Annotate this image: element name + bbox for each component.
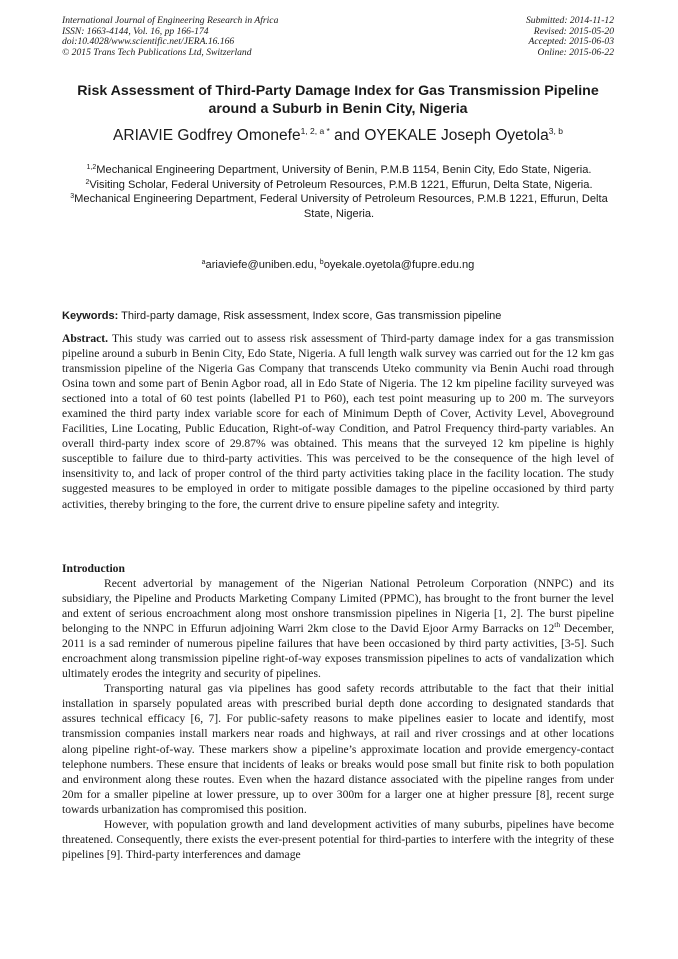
introduction-heading: Introduction xyxy=(62,562,125,575)
email-a-mark: a xyxy=(201,259,206,266)
keywords-label: Keywords: xyxy=(62,310,119,322)
keywords-text: Third-party damage, Risk assessment, Index score, Gas transmission pipeline xyxy=(118,310,502,322)
date-accepted: Accepted: 2015-06-03 xyxy=(528,36,614,48)
introduction-body xyxy=(62,576,614,862)
affiliation-1-mark: 1,2 xyxy=(86,164,97,171)
journal-issn: ISSN: 1663-4144, Vol. 16, pp 166-174 xyxy=(62,25,209,37)
email-a[interactable]: ariaviefe@uniben.edu, xyxy=(205,259,320,271)
affiliation-2 xyxy=(70,178,608,193)
author-1-affiliation: 1, 2, a * xyxy=(300,126,330,136)
affiliation-1-text: Mechanical Engineering Department, University of Benin, P.M.B 1154, Benin City, Edo State, Nigeria. xyxy=(96,164,592,176)
abstract xyxy=(62,331,614,512)
author-2-affiliation: 3, b xyxy=(548,126,563,136)
keywords xyxy=(62,309,618,323)
intro-paragraph-2: Transporting natural gas via pipelines has good safety records attributable to the fact that their initial installation in sparsely populated areas with prescribed burial depth done according to designated standards that assures technical efficacy [6, 7]. For public-safety reasons to make pipelines easier to locate and identify, most transmission companies install markers near roads and highways, at rail and river crossings and at other locations along pipeline right-of-way. These markers show a pipeline’s approximate location and provide emergency-contact telephone numbers. These ensure that incidents of leaks or breaks would pose small but finite risk to both population and environment along these routes. Even when the hazard distance associated with the pipeline ranges from under 20m for a smaller pipeline at lower pressure, up to over 300m for a larger one at higher pressure [8], recent surge towards urbanization has compromised this position. xyxy=(62,682,614,816)
journal-name: International Journal of Engineering Research in Africa xyxy=(62,15,279,26)
email-b-mark: b xyxy=(319,259,324,266)
author-emails xyxy=(60,258,616,272)
affiliation-3-text: Mechanical Engineering Department, Federal University of Petroleum Resources, P.M.B 1221, Effurun, Delta State, Nigeria. xyxy=(74,193,608,221)
date-online: Online: 2015-06-22 xyxy=(537,46,614,58)
intro-paragraph-1 xyxy=(62,576,614,681)
author-line xyxy=(60,127,616,145)
abstract-paragraph xyxy=(62,331,614,512)
abstract-label: Abstract. xyxy=(62,332,109,345)
affiliations xyxy=(70,163,608,222)
author-2: OYEKALE Joseph Oyetola xyxy=(364,127,549,144)
affiliation-2-mark: 2 xyxy=(85,178,90,186)
intro-p1-part-a: Recent advertorial by management of the Nigerian National Petroleum Corporation (NNPC) and its subsidiary, the Pipeline and Products Marketing Company Limited (PPMC), has brought to the front burner the level and extent of serious encroachment along most onshore transmission pipelines in Nigeria [1, 2]. The burst pipeline belonging to the NNPC in Effurun adjoining Warri 2km close to the David Ejoor Army Barracks on 12 xyxy=(62,577,614,636)
email-b[interactable]: oyekale.oyetola@fupre.edu.ng xyxy=(323,259,475,271)
affiliation-3-mark: 3 xyxy=(70,193,75,201)
intro-p1-part-b: December, 2011 is a sad reminder of numerous pipeline failures that have been occasioned by third party activities, [3-5]. Such encroachment along transmission pipeline right-of-way exposes transmission pipelines to acts of vandalization which ultimately erodes the integrity and security of pipelines. xyxy=(62,622,614,681)
date-submitted: Submitted: 2014-11-12 xyxy=(525,15,614,26)
affiliation-3 xyxy=(70,192,608,221)
affiliation-2-text: Visiting Scholar, Federal University of Petroleum Resources, P.M.B 1221, Effurun, Delta State, Nigeria. xyxy=(89,178,593,191)
intro-p1-sup: th xyxy=(554,620,561,630)
abstract-text: This study was carried out to assess risk assessment of Third-party damage index for a gas transmission pipeline around a suburb in Benin City, Edo State, Nigeria. A full length walk survey was carried out for the 12 km gas transmission pipeline of the Nigeria Gas Company that transcends Uteko community via Benin Auchi road through Osina town and some part of Benin Agbor road, all in Edo State of Nigeria. The 12 km pipeline facility surveyed was sectioned into a total of 60 test points (labelled P1 to P60), each test point measuring up to 200 m. The surveyors examined the third party index variable score for each of Minimum Depth of Cover, Activity Level, Aboveground Facilities, Line Locating, Public Education, Right-of-way Condition, and Patrol Frequency third-party variables. An overall third-party index score of 29.87% was obtained. This means that the surveyed 12 km pipeline is highly susceptible to failure due to third-party activities. This was perceived to be the consequence of the high level of insensitivity to, and lack of proper control of the third party activities taking place in the facility location. The study suggested measures to be employed in order to mitigate possible damages to the pipeline occasioned by third party activities, thereby bringing to the fore, the current drive to ensure pipeline safety and integrity. xyxy=(62,332,614,511)
author-conjunction: and xyxy=(329,127,365,144)
publication-dates xyxy=(526,16,614,58)
intro-paragraph-3: However, with population growth and land development activities of many suburbs, pipelines have become threatened. Consequently, there exists the ever-present potential for third-parties to interfere with the integrity of these pipelines [9]. Third-party interferences and damage xyxy=(62,817,614,861)
journal-copyright: © 2015 Trans Tech Publications Ltd, Switzerland xyxy=(62,46,252,58)
paper-title: Risk Assessment of Third-Party Damage Index for Gas Transmission Pipeline around a Suburb in Benin City, Nigeria xyxy=(77,83,599,117)
date-revised: Revised: 2015-05-20 xyxy=(533,25,614,37)
author-1: ARIAVIE Godfrey Omonefe xyxy=(113,127,301,144)
journal-info xyxy=(62,16,278,58)
journal-doi: doi:10.4028/www.scientific.net/JERA.16.166 xyxy=(62,36,235,48)
affiliation-1 xyxy=(70,163,608,178)
